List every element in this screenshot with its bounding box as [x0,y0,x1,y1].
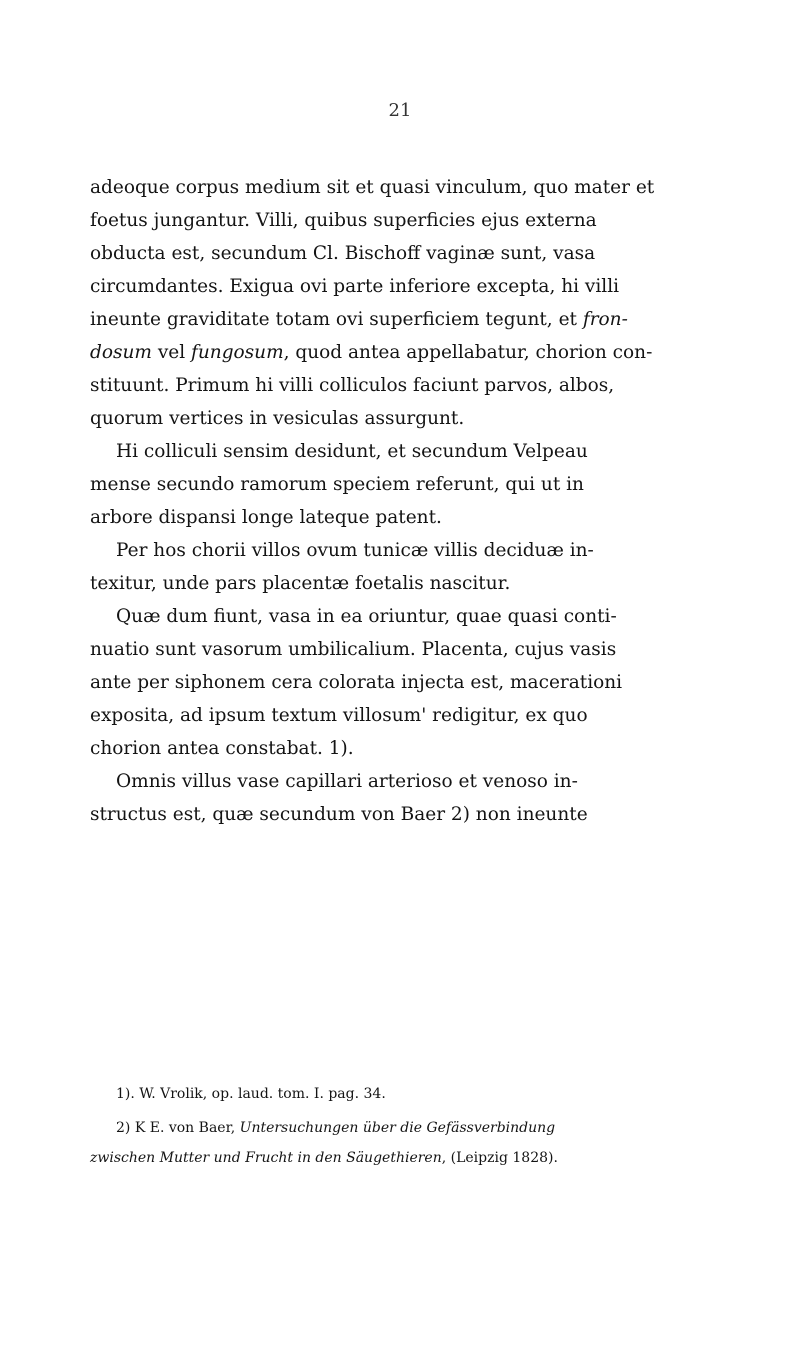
text-line-16: ante per siphonem cera colorata injecta est, macerationi [90,672,623,693]
text-line-7: stituunt. Primum hi villi colliculos faciunt parvos, albos, [90,375,615,396]
text-line-8: quorum vertices in vesiculas assurgunt. [90,408,465,429]
text-line-2: foetus jungantur. Villi, quibus superficies ejus externa [90,210,597,231]
text-line-6: dosum vel fungosum, quod antea appellabatur, chorion con- [90,342,653,363]
footnote-2-continued: zwischen Mutter und Frucht in den Säugethieren, (Leipzig 1828). [90,1150,558,1166]
text-line-4: circumdantes. Exigua ovi parte inferiore excepta, hi villi [90,276,620,297]
text-line-17: exposita, ad ipsum textum villosum' redigitur, ex quo [90,705,588,726]
text-line-14: Quæ dum fiunt, vasa in ea oriuntur, quae quasi conti- [116,606,617,627]
text-line-5: ineunte graviditate totam ovi superficiem tegunt, et fron- [90,309,628,330]
text-line-12: Per hos chorii villos ovum tunicæ villis deciduæ in- [116,540,594,561]
text-line-9: Hi colliculi sensim desidunt, et secundum Velpeau [116,441,588,462]
footnote-2: 2) K E. von Baer, Untersuchungen über die Gefässverbindung [116,1120,556,1136]
text-line-15: nuatio sunt vasorum umbilicalium. Placenta, cujus vasis [90,639,617,660]
footnote-1: 1). W. Vrolik, op. laud. tom. I. pag. 34. [116,1086,386,1102]
text-line-1: adeoque corpus medium sit et quasi vinculum, quo mater et [90,177,655,198]
page-number: 21 [388,100,412,121]
text-line-11: arbore dispansi longe lateque patent. [90,507,442,528]
text-line-20: structus est, quæ secundum von Baer 2) non ineunte [90,804,588,825]
text-line-19: Omnis villus vase capillari arterioso et venoso in- [116,771,578,792]
text-line-3: obducta est, secundum Cl. Bischoff vaginæ sunt, vasa [90,243,596,264]
text-line-10: mense secundo ramorum speciem referunt, qui ut in [90,474,584,495]
text-line-13: texitur, unde pars placentæ foetalis nascitur. [90,573,511,594]
text-line-18: chorion antea constabat. 1). [90,738,354,759]
